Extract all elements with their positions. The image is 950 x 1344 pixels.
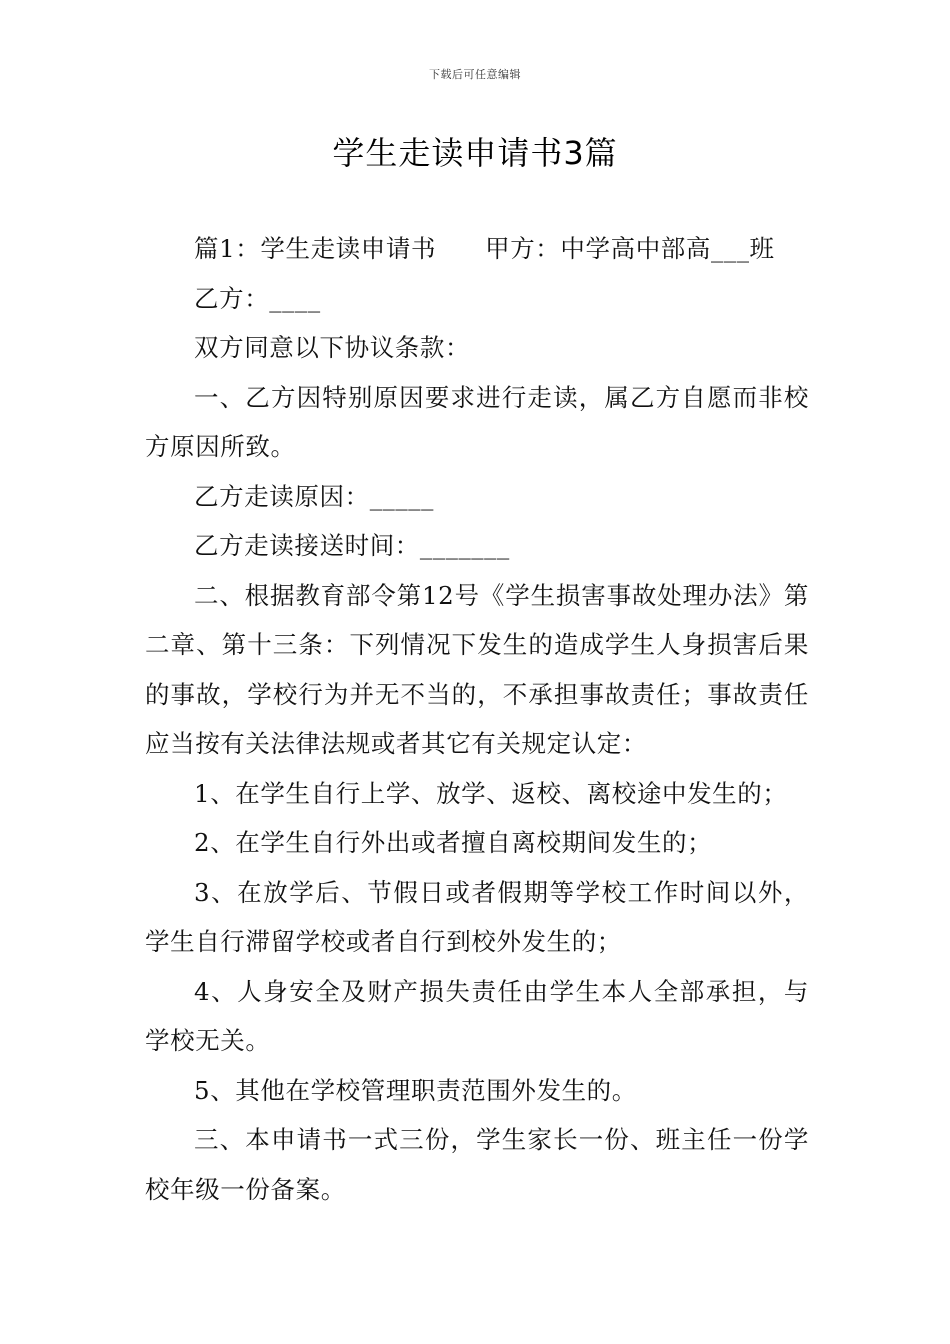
paragraph-item-1: 1、在学生自行上学、放学、返校、离校途中发生的； bbox=[194, 778, 788, 808]
paragraph-item-5: 5、其他在学校管理职责范围外发生的。 bbox=[194, 1075, 637, 1105]
paragraph-agreement-intro: 双方同意以下协议条款： bbox=[194, 333, 471, 362]
paragraph-item-3: 3、在放学后、节假日或者假期等学校工作时间以外，学生自行滞留学校或者自行到校外发生的； bbox=[145, 877, 809, 956]
page-header-note: 下载后可任意编辑 bbox=[429, 68, 521, 81]
paragraph-clause-2: 二、根据教育部令第12号《学生损害事故处理办法》第二章、第十三条：下列情况下发生的造成学生人身损害后果的事故，学校行为并无不当的，不承担事故责任；事故责任应当按有关法律法规或者其它有关规定认定： bbox=[145, 580, 809, 758]
party-a-line: 甲方：中学高中部高___班 bbox=[485, 234, 775, 263]
paragraph-clause-3: 三、本申请书一式三份，学生家长一份、班主任一份学校年级一份备案。 bbox=[145, 1125, 809, 1204]
intro-line bbox=[145, 224, 809, 274]
paragraph-party-b: 乙方：____ bbox=[194, 283, 321, 313]
paragraph-item-4: 4、人身安全及财产损失责任由学生本人全部承担，与学校无关。 bbox=[145, 976, 809, 1055]
document-body bbox=[145, 224, 809, 1214]
document-title: 学生走读申请书3篇 bbox=[332, 134, 618, 172]
paragraph-clause-1: 一、乙方因特别原因要求进行走读，属乙方自愿而非校方原因所致。 bbox=[145, 382, 809, 461]
paragraph-reason-field: 乙方走读原因：_____ bbox=[194, 481, 434, 511]
paragraph-item-2: 2、在学生自行外出或者擅自离校期间发生的； bbox=[194, 828, 713, 857]
section-label: 篇1：学生走读申请书 bbox=[194, 234, 437, 263]
paragraph-pickup-time-field: 乙方走读接送时间：_______ bbox=[194, 531, 510, 560]
